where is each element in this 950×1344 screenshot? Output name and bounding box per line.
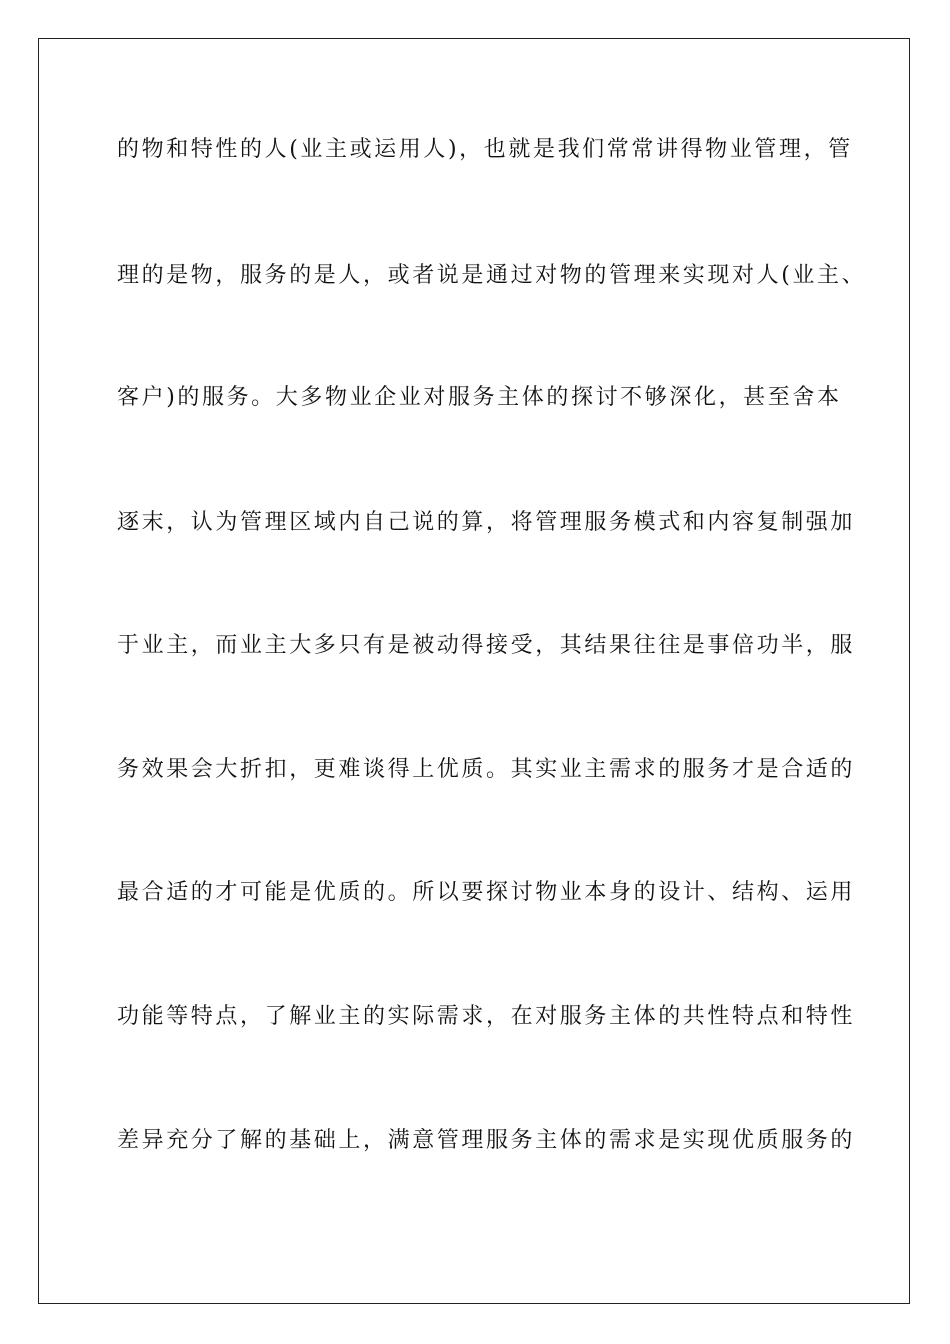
text-line: 客户)的服务。大多物业企业对服务主体的探讨不够深化，甚至舍本: [117, 385, 842, 410]
text-line: 理的是物，服务的是人，或者说是通过对物的管理来实现对人(业主、: [117, 263, 867, 288]
text-line: 差异充分了解的基础上，满意管理服务主体的需求是实现优质服务的: [117, 1128, 856, 1153]
text-line: 的物和特性的人(业主或运用人)，也就是我们常常讲得物业管理，管: [117, 137, 853, 162]
text-line: 最合适的才可能是优质的。所以要探讨物业本身的设计、结构、运用: [117, 880, 856, 905]
text-line: 务效果会大折扣，更难谈得上优质。其实业主需求的服务才是合适的: [117, 757, 856, 782]
text-line: 逐末，认为管理区域内自己说的算，将管理服务模式和内容复制强加: [117, 510, 856, 535]
text-line: 功能等特点，了解业主的实际需求，在对服务主体的共性特点和特性: [117, 1004, 856, 1029]
text-line: 于业主，而业主大多只有是被动得接受，其结果往往是事倍功半，服: [117, 633, 856, 658]
